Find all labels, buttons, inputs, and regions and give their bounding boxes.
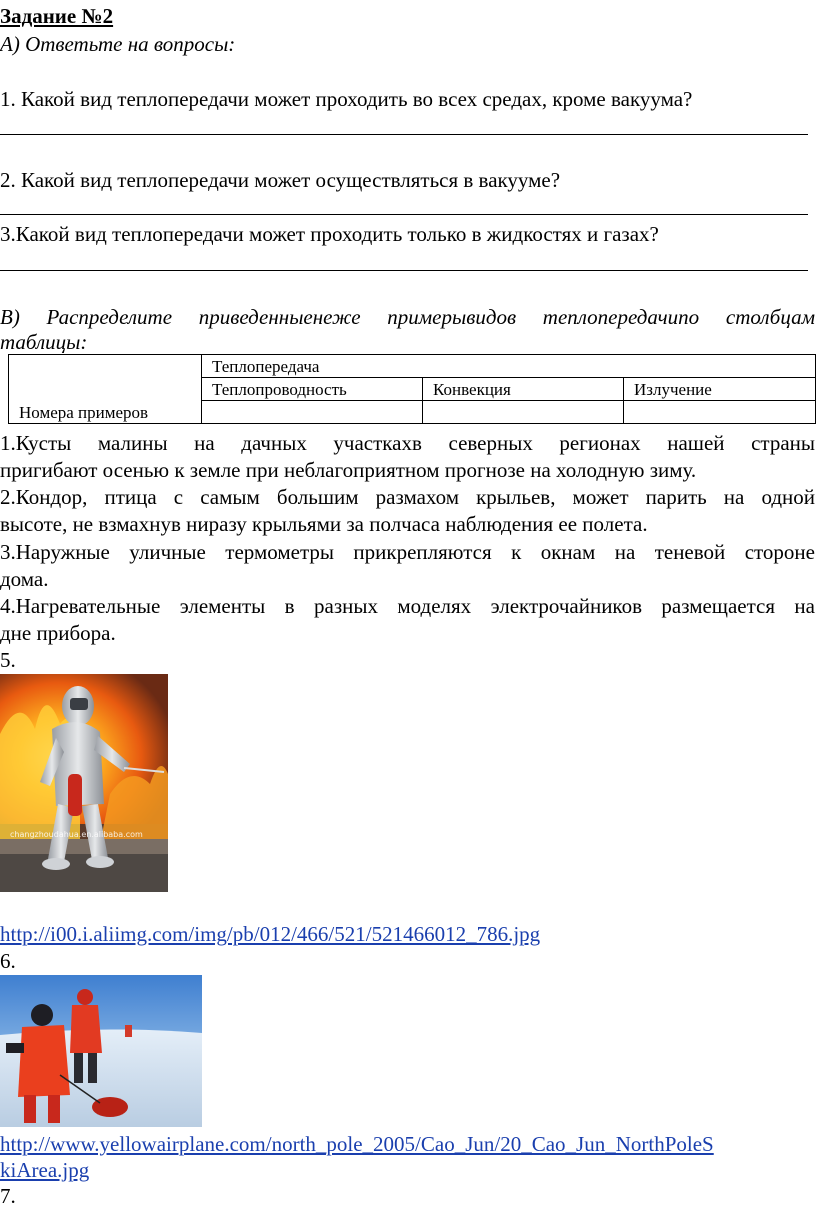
example-2: 2.Кондор, птица с самым большим размахом крыльев, может парить на одной: [0, 485, 815, 509]
part-b-heading: В) Распределите приведенныенеже примерывидов теплопередачипо столбцам: [0, 305, 815, 329]
question-3: 3.Какой вид теплопередачи может проходить только в жидкостях и газах?: [0, 222, 659, 246]
example-6-link[interactable]: [0, 1131, 714, 1157]
example-3: 3.Наружные уличные термометры прикрепляются к окнам на теневой стороне: [0, 540, 815, 564]
answer-line-2: [0, 214, 808, 215]
answer-cell-conduction[interactable]: [202, 401, 423, 424]
question-1: 1. Какой вид теплопередачи может проходить во всех средах, кроме вакуума?: [0, 87, 693, 111]
answer-cell-radiation[interactable]: [624, 401, 816, 424]
column-header-radiation: Излучение: [624, 378, 816, 401]
example-4: 4.Нагревательные элементы в разных моделях электрочайников размещается на: [0, 594, 815, 618]
question-2: 2. Какой вид теплопередачи может осуществляться в вакууме?: [0, 168, 561, 192]
part-b-heading-cont: таблицы:: [0, 330, 88, 354]
example-2-cont: высоте, не взмахнув ниразу крыльями за полчаса наблюдения ее полета.: [0, 512, 648, 536]
example-5-link[interactable]: [0, 921, 540, 947]
group-header-cell: Теплопередача: [202, 355, 816, 378]
example-4-cont: дне прибора.: [0, 621, 116, 645]
column-header-convection: Конвекция: [423, 378, 624, 401]
example-1: 1.Кусты малины на дачных участкахв северных регионах нашей страны: [0, 431, 815, 455]
column-header-conduction: Теплопроводность: [202, 378, 423, 401]
example-6-label: 6.: [0, 949, 16, 973]
source-link-5[interactable]: http://i00.i.aliimg.com/img/pb/012/466/521/521466012_786.jpg: [0, 922, 541, 946]
answer-line-1: [0, 134, 808, 135]
task-title: Задание №2: [0, 4, 114, 28]
firefighter-photo: [0, 674, 168, 892]
example-7-label: 7.: [0, 1184, 16, 1208]
row-header-cell: Номера примеров: [9, 355, 202, 424]
example-3-cont: дома.: [0, 567, 49, 591]
source-link-6[interactable]: http://www.yellowairplane.com/north_pole_2005/Cao_Jun/20_Cao_Jun_NorthPoleS: [0, 1132, 714, 1156]
classification-table: [8, 354, 816, 424]
example-1-cont: пригибают осенью к земле при неблагоприятном прогнозе на холодную зиму.: [0, 458, 697, 482]
source-link-6-cont[interactable]: kiArea.jpg: [0, 1158, 90, 1182]
polar-explorers-photo: [0, 975, 202, 1127]
part-a-heading: А) Ответьте на вопросы:: [0, 32, 236, 56]
answer-cell-convection[interactable]: [423, 401, 624, 424]
answer-line-3: [0, 270, 808, 271]
example-5-label: 5.: [0, 648, 16, 672]
photo-watermark: changzhoudahua.en.alibaba.com: [10, 830, 143, 839]
example-6-link-cont[interactable]: [0, 1157, 89, 1183]
